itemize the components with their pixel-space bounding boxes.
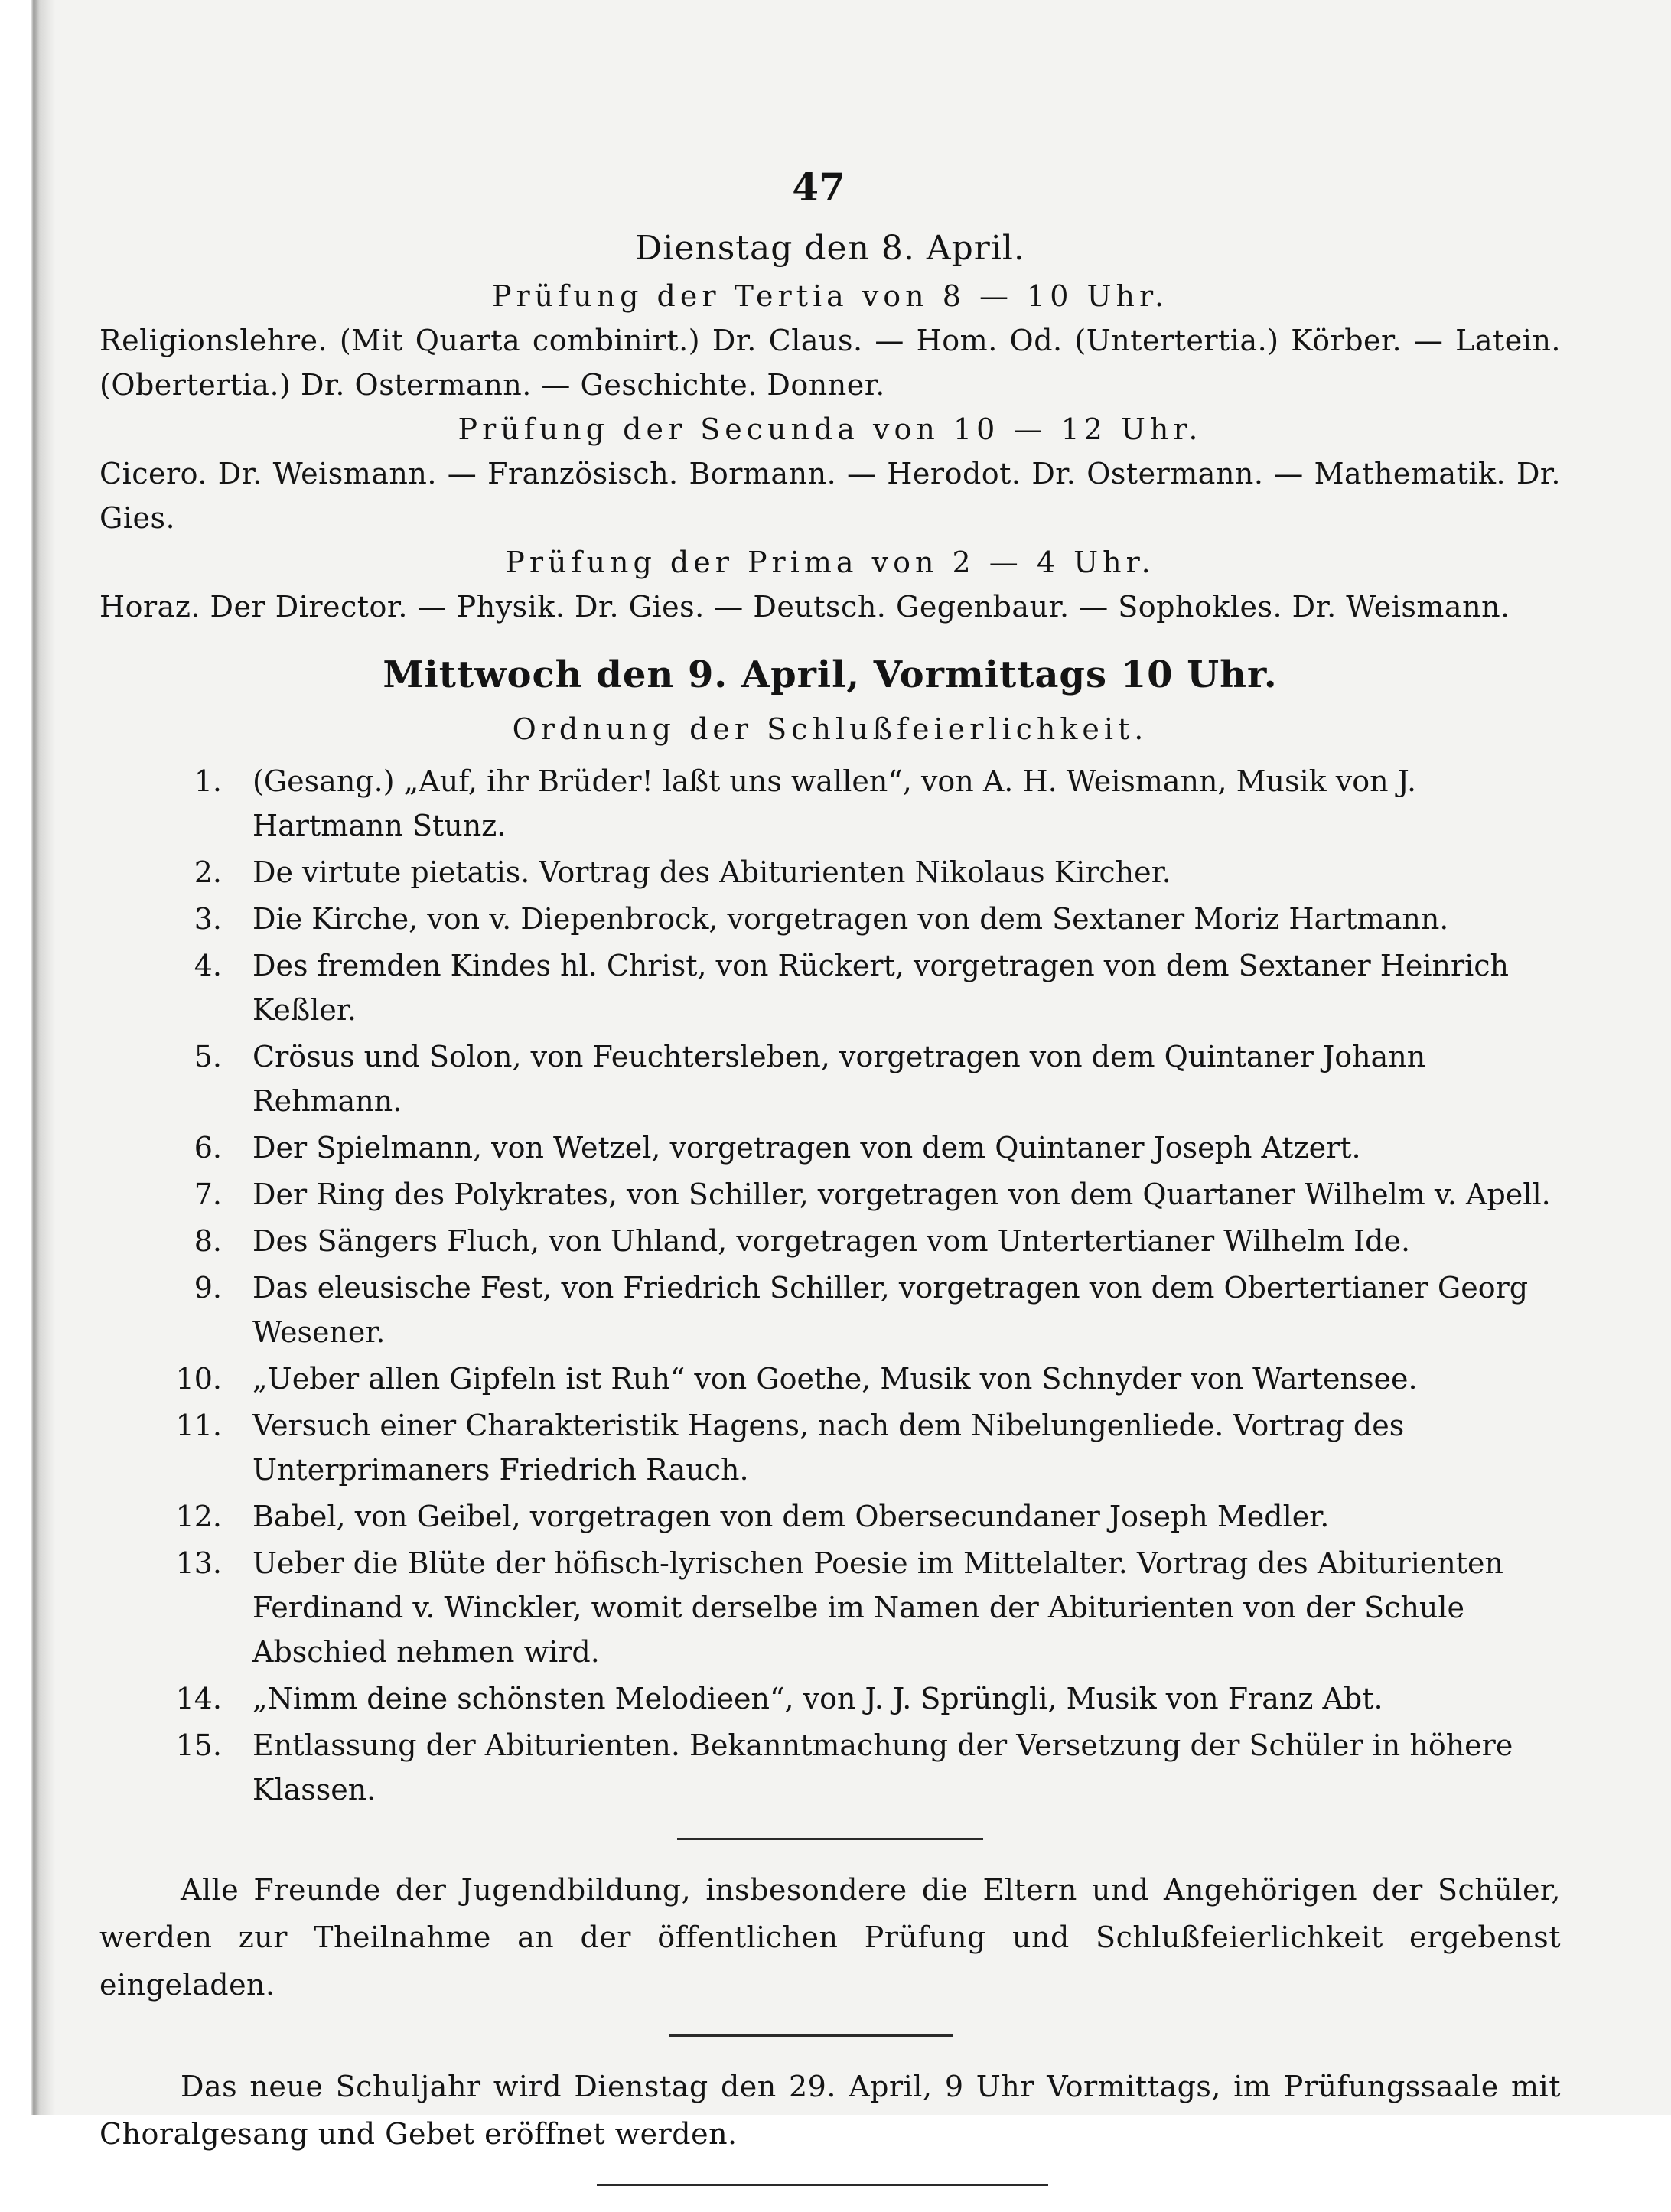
program-item-text: Der Ring des Polykrates, von Schiller, vorgetragen von dem Quartaner Wilhelm v. Apell. (252, 1178, 1551, 1211)
program-item (99, 850, 1561, 894)
school-year-paragraph: Das neue Schuljahr wird Dienstag den 29. April, 9 Uhr Vormittags, im Prüfungssaale mit Choralgesang und Gebet eröffnet werden. (99, 2070, 1561, 2151)
program-item-text: Der Spielmann, von Wetzel, vorgetragen von dem Quintaner Joseph Atzert. (252, 1131, 1361, 1165)
program-title: Ordnung der Schlußfeierlichkeit. (512, 712, 1148, 746)
page-edge-shadow (0, 0, 55, 2115)
program-item-number: 14. (175, 1682, 222, 1715)
program-item-text: Babel, von Geibel, vorgetragen von dem Obersecundaner Joseph Medler. (252, 1500, 1330, 1533)
tertia-exam-title: Prüfung der Tertia von 8 — 10 Uhr. (491, 279, 1169, 313)
page-content (99, 161, 1561, 2212)
program-item (99, 1723, 1561, 1812)
program-item-number: 9. (194, 1271, 222, 1305)
program-item-text: Des fremden Kindes hl. Christ, von Rückert, vorgetragen von dem Sextaner Heinrich Keßler. (252, 949, 1510, 1027)
program-item-text: De virtute pietatis. Vortrag des Abiturienten Nikolaus Kircher. (252, 855, 1171, 889)
tuesday-heading: Dienstag den 8. April. (635, 229, 1025, 268)
program-item-text: „Nimm deine schönsten Melodieen“, von J. J. Sprüngli, Musik von Franz Abt. (252, 1682, 1383, 1715)
program-item-number: 1. (194, 764, 222, 798)
program-item (99, 1126, 1561, 1170)
program-item-text: (Gesang.) „Auf, ihr Brüder! laßt uns wallen“, von A. H. Weismann, Musik von J. Hartmann Stunz. (252, 764, 1417, 842)
prima-exam-title: Prüfung der Prima von 2 — 4 Uhr. (505, 546, 1155, 579)
program-item-number: 7. (194, 1178, 222, 1211)
program-item-number: 6. (194, 1131, 222, 1165)
secunda-exam-subjects: Cicero. Dr. Weismann. — Französisch. Bormann. — Herodot. Dr. Ostermann. — Mathematik. Dr. Gies. (99, 457, 1561, 535)
divider-rule (669, 2034, 953, 2037)
program-item (99, 1357, 1561, 1401)
program-item (99, 1403, 1561, 1492)
program-item (99, 1034, 1561, 1123)
program-item (99, 1494, 1561, 1539)
program-item-text: Die Kirche, von v. Diepenbrock, vorgetragen von dem Sextaner Moriz Hartmann. (252, 902, 1449, 936)
program-item-number: 2. (194, 855, 222, 889)
program-item (99, 943, 1561, 1032)
program-item (99, 1541, 1561, 1674)
program-item-text: „Ueber allen Gipfeln ist Ruh“ von Goethe, Musik von Schnyder von Wartensee. (252, 1362, 1418, 1396)
invitation-paragraph: Alle Freunde der Jugendbildung, insbesondere die Eltern und Angehörigen der Schüler, werden zur Theilnahme an der öffentlichen Prüfung und Schlußfeierlichkeit ergebenst eingeladen. (99, 1873, 1561, 2002)
program-item-text: Crösus und Solon, von Feuchtersleben, vorgetragen von dem Quintaner Johann Rehmann. (252, 1040, 1426, 1118)
wednesday-heading: Mittwoch den 9. April, Vormittags 10 Uhr. (383, 653, 1278, 696)
program-item-text: Das eleusische Fest, von Friedrich Schiller, vorgetragen von dem Obertertianer Georg Wesener. (252, 1271, 1529, 1349)
program-item (99, 1266, 1561, 1354)
program-item-number: 13. (175, 1546, 222, 1580)
program-item (99, 759, 1561, 848)
prima-exam-subjects: Horaz. Der Director. — Physik. Dr. Gies. — Deutsch. Gegenbaur. — Sophokles. Dr. Weismann. (99, 590, 1510, 624)
program-item (99, 1219, 1561, 1263)
divider-rule (597, 2184, 1048, 2186)
program-item (99, 1676, 1561, 1721)
program-item-number: 12. (175, 1500, 222, 1533)
program-item (99, 897, 1561, 941)
program-item-number: 5. (194, 1040, 222, 1073)
program-item (99, 1172, 1561, 1217)
program-item-text: Entlassung der Abiturienten. Bekanntmachung der Versetzung der Schüler in höhere Klassen. (252, 1728, 1513, 1806)
program-item-text: Ueber die Blüte der höfisch-lyrischen Poesie im Mittelalter. Vortrag des Abiturienten Ferdinand v. Winckler, womit derselbe im Namen der Abiturienten von der Schule Abschied nehmen wird. (252, 1546, 1504, 1669)
program-item-text: Versuch einer Charakteristik Hagens, nach dem Nibelungenliede. Vortrag des Unterprimaners Friedrich Rauch. (252, 1409, 1405, 1487)
program-item-number: 11. (175, 1409, 222, 1442)
program-item-number: 4. (194, 949, 222, 982)
program-item-number: 15. (175, 1728, 222, 1762)
page-number: 47 (792, 165, 845, 210)
program-item-number: 10. (175, 1362, 222, 1396)
program-list (99, 759, 1561, 1812)
program-item-number: 8. (194, 1224, 222, 1258)
tertia-exam-subjects: Religionslehre. (Mit Quarta combinirt.) Dr. Claus. — Hom. Od. (Untertertia.) Körber. — Latein. (Obertertia.) Dr. Ostermann. — Geschichte. Donner. (99, 324, 1561, 402)
divider-rule (677, 1838, 983, 1840)
secunda-exam-title: Prüfung der Secunda von 10 — 12 Uhr. (458, 412, 1203, 446)
program-item-text: Des Sängers Fluch, von Uhland, vorgetragen vom Untertertianer Wilhelm Ide. (252, 1224, 1411, 1258)
program-item-number: 3. (194, 902, 222, 936)
